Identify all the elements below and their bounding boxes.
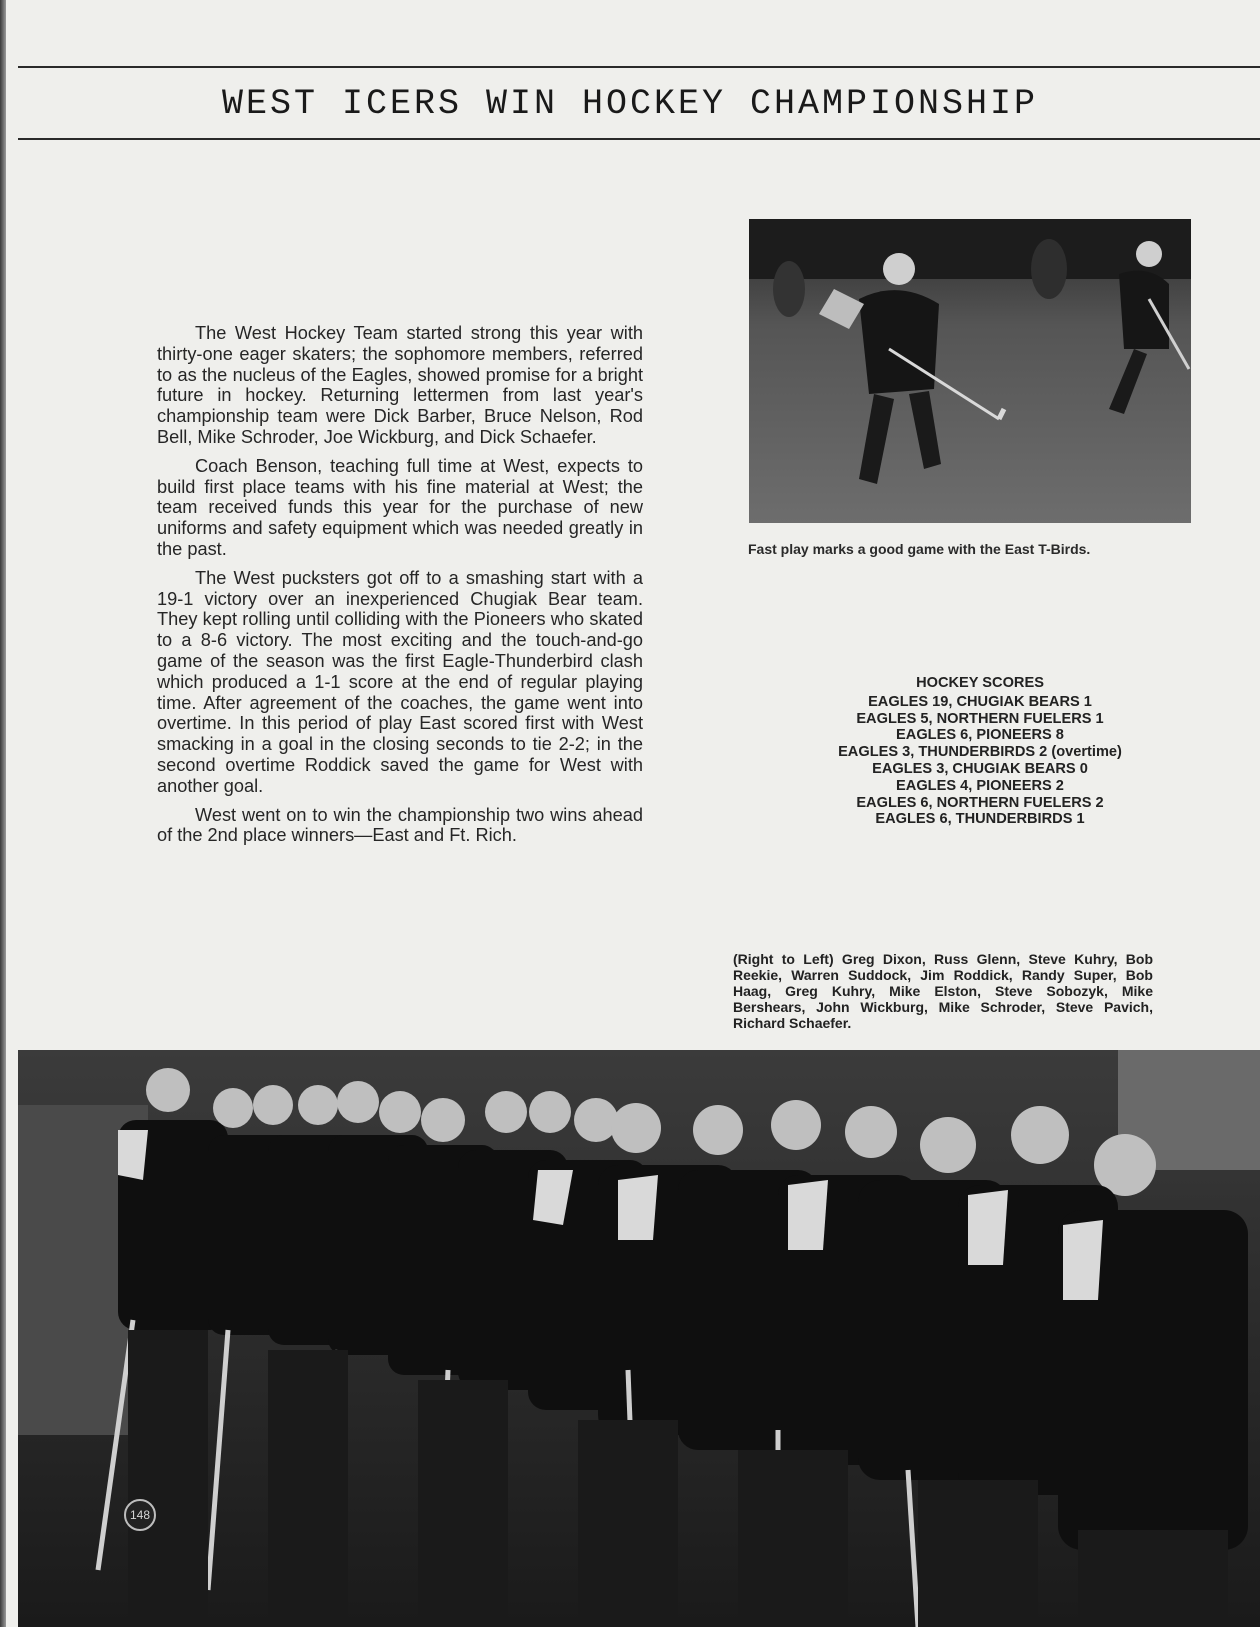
team-photo-caption: (Right to Left) Greg Dixon, Russ Glenn, Steve Kuhry, Bob Reekie, Warren Suddock, Jim Roddick, Randy Super, Bob Haag, Greg Kuhry, Mike Elston, Steve Sobozyk, Mike Bershears, John Wickburg, Mike Schroder, Steve Pavich, Richard Schaefer. [733, 951, 1153, 1031]
headline-top-rule [18, 66, 1260, 68]
article-paragraph: Coach Benson, teaching full time at West, expects to build first place teams with his fine material at West; the team received funds this year for the purchase of new uniforms and safety equipment which was needed greatly in the past. [157, 455, 643, 559]
action-photo [749, 219, 1191, 523]
score-line: EAGLES 3, CHUGIAK BEARS 0 [872, 760, 1088, 777]
score-line: EAGLES 6, THUNDERBIRDS 1 [875, 811, 1085, 828]
hockey-scores [780, 675, 1180, 828]
score-line: EAGLES 6, NORTHERN FUELERS 2 [856, 794, 1104, 811]
scores-title: HOCKEY SCORES [916, 675, 1044, 691]
score-line: EAGLES 6, PIONEERS 8 [896, 727, 1064, 744]
page-number: 148 [124, 1499, 156, 1531]
score-line: EAGLES 3, THUNDERBIRDS 2 (overtime) [838, 744, 1122, 761]
article-paragraph: West went on to win the championship two wins ahead of the 2nd place winners—East and Ft. Rich. [157, 804, 643, 846]
headline-bottom-rule [18, 138, 1260, 140]
article-paragraph: The West Hockey Team started strong this year with thirty-one eager skaters; the sophomore members, referred to as the nucleus of the Eagles, showed promise for a bright future in hockey. Returning lettermen from last year's championship team were Dick Barber, Bruce Nelson, Rod Bell, Mike Schroder, Joe Wickburg, and Dick Schaefer. [157, 323, 643, 447]
team-photo [18, 1050, 1260, 1627]
page-edge-shadow [0, 0, 6, 1627]
scores-list [780, 694, 1180, 828]
score-line: EAGLES 5, NORTHERN FUELERS 1 [856, 710, 1104, 727]
score-line: EAGLES 19, CHUGIAK BEARS 1 [868, 693, 1092, 710]
page-headline: WEST ICERS WIN HOCKEY CHAMPIONSHIP [221, 84, 1039, 124]
score-line: EAGLES 4, PIONEERS 2 [896, 777, 1064, 794]
article-paragraph: The West pucksters got off to a smashing start with a 19-1 victory over an inexperienced Chugiak Bear team. They kept rolling until colliding with the Pioneers who skated to a 8-6 victory. The most exciting and the touch-and-go game of the season was the first Eagle-Thunderbird clash which produced a 1-1 score at the end of regular playing time. After agreement of the coaches, the game went into overtime. In this period of play East scored first with West smacking in a goal in the closing seconds to tie 2-2; in the second overtime Roddick saved the game for West with another goal. [157, 567, 643, 796]
action-photo-caption: Fast play marks a good game with the East T-Birds. [748, 541, 1091, 557]
article-body [157, 323, 643, 854]
